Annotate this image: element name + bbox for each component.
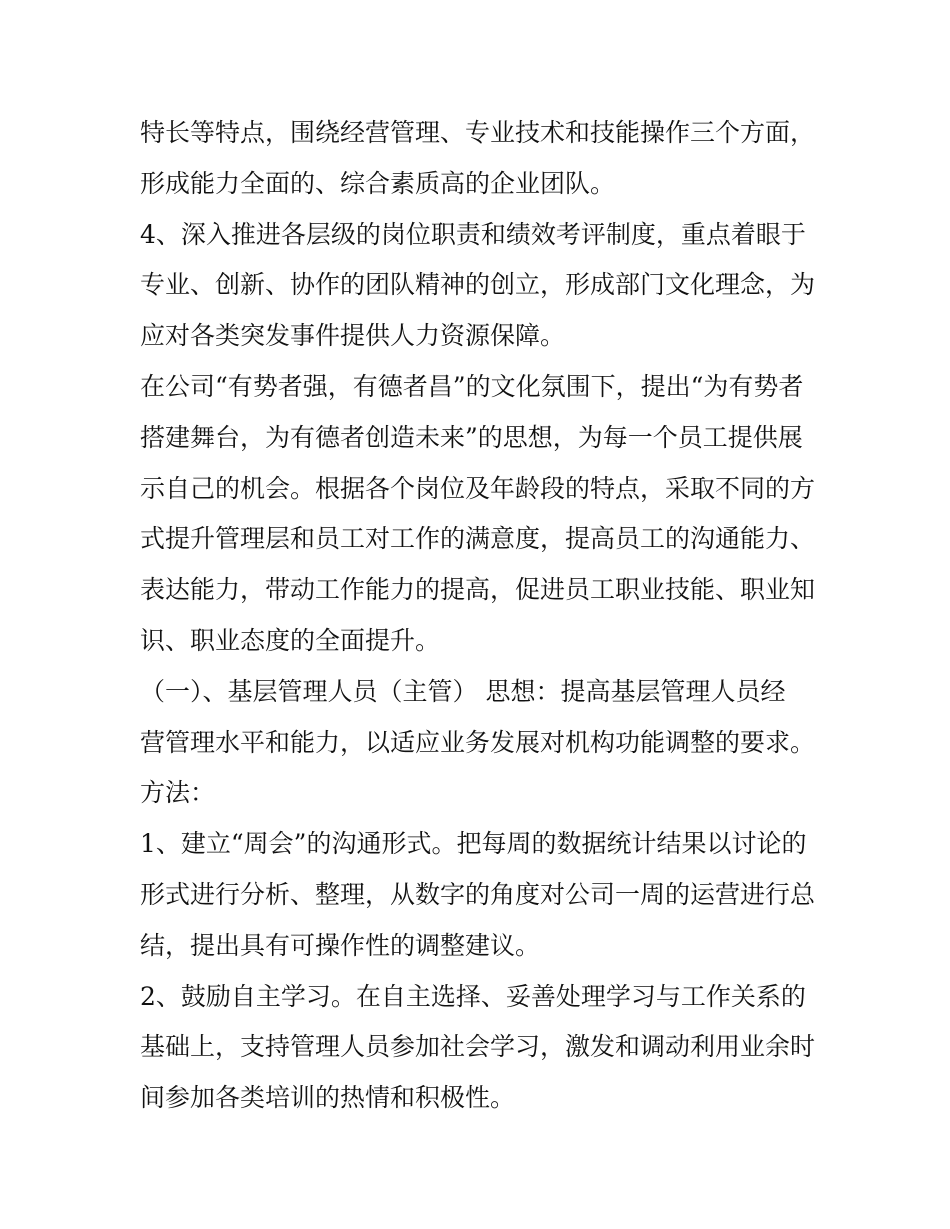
text-line: （一）、基层管理人员（主管） 思想：提高基层管理人员经 [140, 676, 786, 706]
text-line: 形成能力全面的、综合素质高的企业团队。 [140, 168, 616, 198]
body-text [140, 108, 820, 1124]
text-line: 营管理水平和能力，以适应业务发展对机构功能调整的要求。 [140, 727, 816, 757]
text-line: 应对各类突发事件提供人力资源保障。 [140, 321, 566, 351]
text-line: 特长等特点，围绕经营管理、专业技术和技能操作三个方面， [140, 118, 816, 147]
text-line: 基础上，支持管理人员参加社会学习，激发和调动利用业余时 [140, 1032, 816, 1062]
text-line: 结，提出具有可操作性的调整建议。 [140, 930, 541, 960]
text-line: 示自己的机会。根据各个岗位及年龄段的特点，采取不同的方 [140, 473, 816, 503]
text-line: 识、职业态度的全面提升。 [140, 625, 441, 655]
text-line: 形式进行分析、整理，从数字的角度对公司一周的运营进行总 [140, 879, 816, 909]
text-line: 方法： [140, 778, 216, 808]
text-line: 1、建立“周会”的沟通形式。把每周的数据统计结果以讨论的 [140, 829, 807, 859]
text-line: 2、鼓励自主学习。在自主选择、妥善处理学习与工作关系的 [140, 981, 806, 1011]
text-line: 间参加各类培训的热情和积极性。 [140, 1083, 516, 1113]
text-line: 表达能力，带动工作能力的提高，促进员工职业技能、职业知 [140, 575, 816, 605]
text-line: 4、深入推进各层级的岗位职责和绩效考评制度，重点着眼于 [140, 219, 806, 249]
text-line: 专业、创新、协作的团队精神的创立，形成部门文化理念，为 [140, 270, 816, 300]
text-line: 式提升管理层和员工对工作的满意度，提高员工的沟通能力、 [140, 524, 816, 554]
text-line: 搭建舞台，为有德者创造未来”的思想，为每一个员工提供展 [140, 422, 803, 452]
text-line: 在公司“有势者强，有德者昌”的文化氛围下，提出“为有势者 [140, 371, 804, 401]
